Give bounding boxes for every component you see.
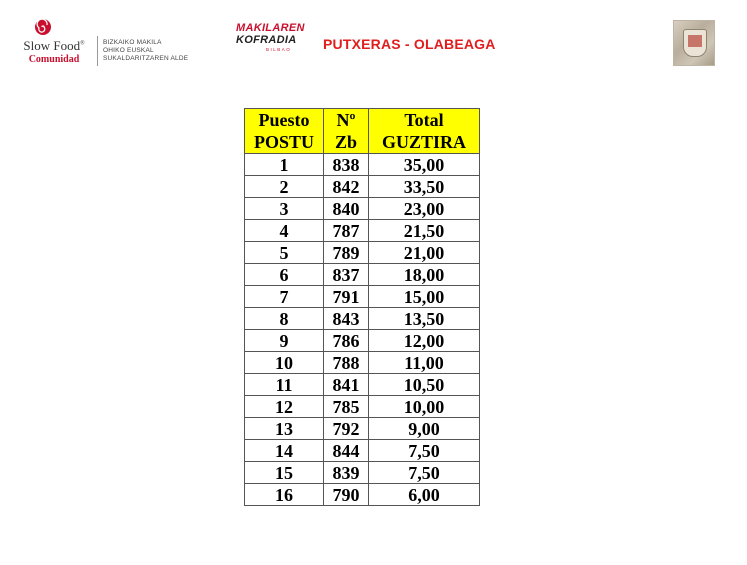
table-row	[245, 286, 480, 308]
cell-total: 9,00	[369, 418, 480, 440]
table-row	[245, 308, 480, 330]
shield-icon	[683, 29, 707, 57]
kofradia-top-text: MAKILAREN	[236, 22, 305, 34]
table-row	[245, 352, 480, 374]
cell-numero: 842	[324, 176, 369, 198]
cell-puesto: 4	[245, 220, 324, 242]
cell-puesto: 5	[245, 242, 324, 264]
table-header-row	[245, 109, 480, 132]
slow-food-tagline: BIZKAIKO MAKILA OHIKO EUSKAL SUKALDARITZAREN ALDE	[103, 39, 189, 62]
table-row	[245, 440, 480, 462]
cell-total: 7,50	[369, 440, 480, 462]
cell-puesto: 11	[245, 374, 324, 396]
cell-total: 18,00	[369, 264, 480, 286]
cell-total: 23,00	[369, 198, 480, 220]
cell-puesto: 8	[245, 308, 324, 330]
cell-total: 10,50	[369, 374, 480, 396]
col-header-total: Total	[369, 109, 480, 132]
cell-total: 7,50	[369, 462, 480, 484]
cell-puesto: 9	[245, 330, 324, 352]
slow-food-subtitle: Comunidad	[28, 54, 80, 65]
table-row	[245, 264, 480, 286]
cell-total: 35,00	[369, 154, 480, 176]
cell-numero: 786	[324, 330, 369, 352]
cell-total: 11,00	[369, 352, 480, 374]
cell-numero: 837	[324, 264, 369, 286]
cell-numero: 841	[324, 374, 369, 396]
cell-puesto: 13	[245, 418, 324, 440]
cell-numero: 787	[324, 220, 369, 242]
cell-numero: 840	[324, 198, 369, 220]
cell-numero: 791	[324, 286, 369, 308]
slow-food-logo	[14, 18, 204, 68]
logo-divider	[97, 36, 98, 66]
cell-puesto: 10	[245, 352, 324, 374]
cell-puesto: 14	[245, 440, 324, 462]
cell-puesto: 7	[245, 286, 324, 308]
table-row	[245, 330, 480, 352]
cell-numero: 843	[324, 308, 369, 330]
table-row	[245, 154, 480, 176]
cell-numero: 785	[324, 396, 369, 418]
cell-total: 15,00	[369, 286, 480, 308]
kofradia-logo	[236, 22, 314, 56]
table-row	[245, 484, 480, 506]
cell-puesto: 12	[245, 396, 324, 418]
cell-puesto: 6	[245, 264, 324, 286]
cell-total: 10,00	[369, 396, 480, 418]
slow-food-name: Slow Food®	[23, 38, 85, 53]
cell-numero: 789	[324, 242, 369, 264]
kofradia-mid-text: KOFRADIA	[236, 34, 297, 46]
cell-numero: 792	[324, 418, 369, 440]
page-title: PUTXERAS - OLABEAGA	[323, 36, 496, 52]
table-row	[245, 198, 480, 220]
cell-total: 12,00	[369, 330, 480, 352]
cell-total: 21,50	[369, 220, 480, 242]
emblem-image	[673, 20, 715, 66]
cell-numero: 844	[324, 440, 369, 462]
table-row	[245, 396, 480, 418]
table-row	[245, 242, 480, 264]
cell-total: 33,50	[369, 176, 480, 198]
table-header-row	[245, 131, 480, 154]
table-row	[245, 374, 480, 396]
cell-numero: 788	[324, 352, 369, 374]
snail-icon	[34, 18, 52, 36]
col-header-guztira: GUZTIRA	[369, 131, 480, 154]
cell-total: 6,00	[369, 484, 480, 506]
table-row	[245, 418, 480, 440]
col-header-postu: POSTU	[245, 131, 324, 154]
cell-puesto: 3	[245, 198, 324, 220]
cell-total: 13,50	[369, 308, 480, 330]
col-header-zb: Zb	[324, 131, 369, 154]
cell-numero: 839	[324, 462, 369, 484]
table-row	[245, 462, 480, 484]
cell-puesto: 2	[245, 176, 324, 198]
table-row	[245, 176, 480, 198]
cell-numero: 838	[324, 154, 369, 176]
cell-puesto: 16	[245, 484, 324, 506]
kofradia-bottom-text: BILBAO	[266, 47, 292, 52]
table-row	[245, 220, 480, 242]
cell-puesto: 15	[245, 462, 324, 484]
cell-puesto: 1	[245, 154, 324, 176]
cell-total: 21,00	[369, 242, 480, 264]
cell-numero: 790	[324, 484, 369, 506]
col-header-numero: Nº	[324, 109, 369, 132]
results-table	[244, 108, 480, 506]
col-header-puesto: Puesto	[245, 109, 324, 132]
